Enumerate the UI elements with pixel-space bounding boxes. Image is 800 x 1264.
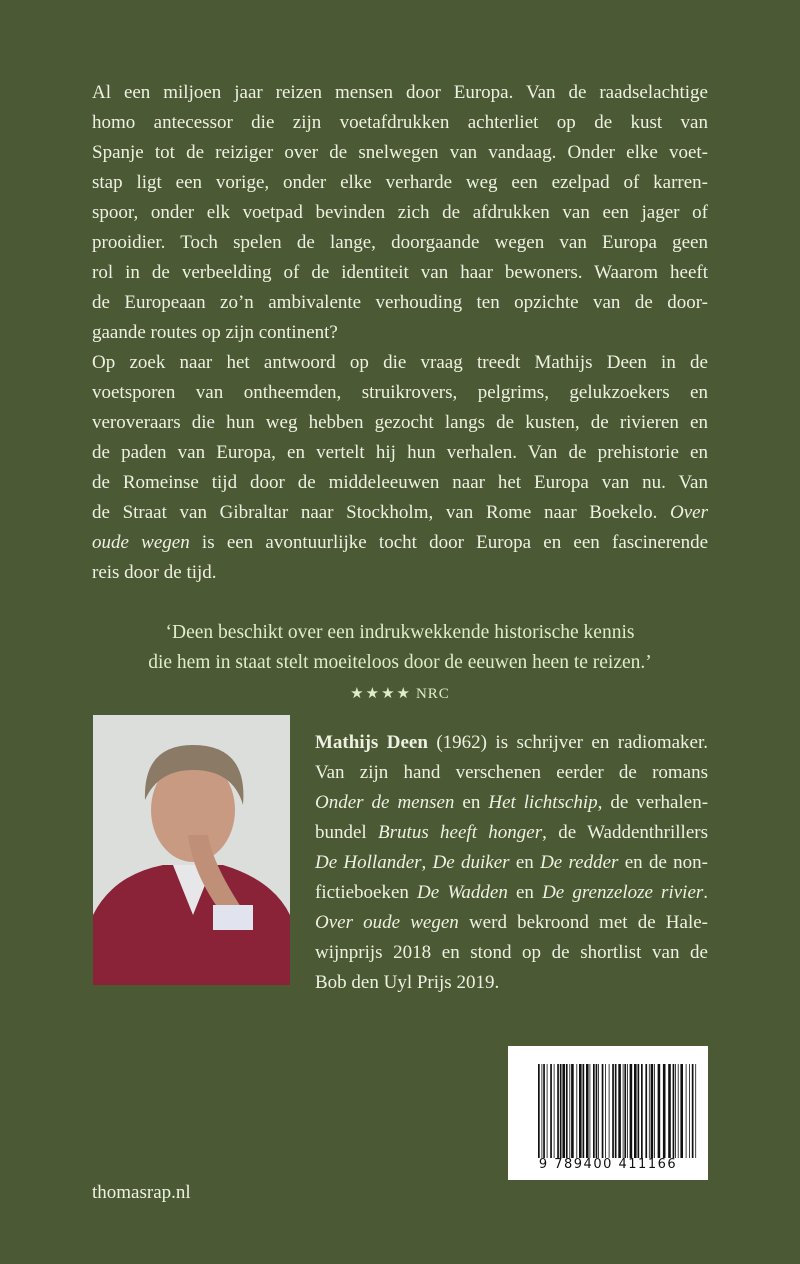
barcode-bar — [654, 1064, 655, 1158]
italic-title: De Hollander — [315, 852, 422, 873]
quote-source: NRC — [415, 686, 450, 702]
text-segment: reis door de tijd. — [92, 562, 217, 583]
text-segment: en — [454, 792, 489, 813]
barcode-bar — [695, 1064, 696, 1158]
isbn-barcode — [508, 1046, 708, 1180]
text-segment: , de Waddenthrillers — [542, 822, 708, 843]
text-line — [92, 378, 708, 408]
barcode-bar — [649, 1064, 650, 1158]
author-name: Mathijs Deen — [315, 732, 428, 753]
barcode-bar — [583, 1064, 585, 1158]
barcode-bar — [673, 1064, 675, 1158]
barcode-bar — [627, 1064, 628, 1158]
barcode-bar — [560, 1064, 562, 1158]
text-segment: prooidier. Toch spelen de lange, doorgaande wegen van Europa geen — [92, 232, 708, 253]
text-segment: Bob den Uyl Prijs 2019. — [315, 972, 500, 993]
barcode-bar — [623, 1064, 624, 1158]
barcode-bar — [554, 1064, 555, 1158]
text-line — [315, 848, 708, 878]
blurb-paragraph-1 — [92, 78, 708, 348]
text-line — [315, 968, 708, 998]
barcode-bar — [615, 1064, 617, 1158]
barcode-bar — [686, 1064, 687, 1158]
text-segment: Op zoek naar het antwoord op die vraag treedt Mathijs Deen in de — [92, 352, 708, 373]
text-line — [315, 878, 708, 908]
barcode-bar — [675, 1064, 676, 1158]
text-line — [92, 438, 708, 468]
blurb-paragraph-2 — [92, 348, 708, 588]
text-segment: is een avontuurlijke tocht door Europa en een fascinerende — [189, 532, 708, 553]
barcode-bar — [598, 1064, 599, 1158]
text-segment: en — [507, 882, 543, 903]
text-segment: bundel — [315, 822, 379, 843]
text-line — [315, 818, 708, 848]
text-segment: Spanje tot de reiziger over de snelwegen van vandaag. Onder elke voet- — [92, 142, 708, 163]
text-segment: , de verhalen- — [597, 792, 709, 813]
barcode-bar — [618, 1064, 621, 1158]
barcode-bar — [645, 1064, 647, 1158]
quote-line: die hem in staat stelt moeiteloos door de eeuwen heen te reizen.’ — [148, 652, 652, 673]
barcode-bar — [542, 1064, 543, 1158]
text-line — [92, 198, 708, 228]
barcode-bar — [692, 1064, 694, 1158]
barcode-bar — [547, 1064, 548, 1158]
italic-title: De duiker — [432, 852, 510, 873]
barcode-bar — [651, 1064, 654, 1158]
text-line — [92, 468, 708, 498]
barcode-bar — [576, 1064, 577, 1158]
text-segment: en — [509, 852, 541, 873]
text-line — [92, 138, 708, 168]
barcode-bar — [624, 1064, 626, 1158]
barcode-bar — [557, 1064, 559, 1158]
italic-title: De Wadden — [417, 882, 508, 903]
text-line — [315, 788, 708, 818]
text-segment: fictieboeken — [315, 882, 418, 903]
barcode-bar — [678, 1064, 679, 1158]
text-segment: Al een miljoen jaar reizen mensen door Europa. Van de raadselachtige — [92, 82, 708, 103]
text-segment: (1962) is schrijver en radiomaker. — [427, 732, 709, 753]
quote-attribution — [92, 678, 708, 709]
barcode-bar — [609, 1064, 610, 1158]
barcode-bar — [680, 1064, 683, 1158]
author-portrait-image — [93, 715, 290, 985]
text-segment: voetsporen van ontheemden, struikrovers, pelgrims, gelukzoekers en — [92, 382, 708, 403]
text-line — [92, 288, 708, 318]
italic-title: oude wegen — [92, 532, 190, 553]
barcode-bar — [658, 1064, 661, 1158]
text-line — [92, 528, 708, 558]
barcode-bar — [569, 1064, 570, 1158]
barcode-bar — [634, 1064, 637, 1158]
barcode-bar — [593, 1064, 595, 1158]
barcode-bars — [538, 1064, 698, 1158]
italic-title: De redder — [540, 852, 619, 873]
barcode-bar — [571, 1064, 574, 1158]
barcode-bar — [641, 1064, 643, 1158]
barcode-bar — [605, 1064, 606, 1158]
review-quote — [92, 618, 708, 709]
text-line — [92, 318, 708, 348]
text-line — [92, 168, 708, 198]
text-line — [92, 228, 708, 258]
text-segment: de paden van Europa, en vertelt hij hun verhalen. Van de prehistorie en — [92, 442, 708, 463]
author-photo — [93, 715, 290, 985]
barcode-bar — [590, 1064, 591, 1158]
text-line — [92, 558, 708, 588]
text-segment: de Straat van Gibraltar naar Stockholm, van Rome naar Boekelo. — [92, 502, 671, 523]
italic-title: Brutus heeft honger — [378, 822, 543, 843]
isbn-number: 9 789400 411166 — [538, 1157, 678, 1172]
barcode-bar — [668, 1064, 671, 1158]
publisher-website[interactable]: thomasrap.nl — [92, 1182, 191, 1203]
text-line — [92, 348, 708, 378]
quote-line: ‘Deen beschikt over een indrukwekkende historische kennis — [165, 622, 635, 643]
author-bio — [315, 728, 708, 998]
barcode-bar — [638, 1064, 640, 1158]
text-segment: wijnprijs 2018 en stond op de shortlist van de — [315, 942, 708, 963]
text-segment: rol in de verbeelding of de identiteit van haar bewoners. Waarom heeft — [92, 262, 708, 283]
text-line — [315, 758, 708, 788]
italic-title: Het lichtschip — [488, 792, 598, 813]
barcode-bar — [630, 1064, 633, 1158]
text-segment: de Romeinse tijd door de middeleeuwen naar het Europa van nu. Van — [92, 472, 708, 493]
barcode-bar — [579, 1064, 582, 1158]
barcode-bar — [612, 1064, 614, 1158]
text-segment: gaande routes op zijn continent? — [92, 322, 338, 343]
text-segment: spoor, onder elk voetpad bevinden zich de afdrukken van een jager of — [92, 202, 708, 223]
barcode-bar — [602, 1064, 604, 1158]
barcode-bar — [689, 1064, 690, 1158]
text-line — [315, 938, 708, 968]
barcode-bar — [562, 1064, 565, 1158]
barcode-bar — [663, 1064, 666, 1158]
barcode-bar — [543, 1064, 545, 1158]
text-segment: . — [703, 882, 709, 903]
text-segment: werd bekroond met de Hale- — [458, 912, 708, 933]
text-segment: stap ligt een vorige, onder elke verharde weg een ezelpad of karren- — [92, 172, 708, 193]
italic-title: Onder de mensen — [315, 792, 455, 813]
italic-title: Over — [670, 502, 708, 523]
text-segment: , — [421, 852, 433, 873]
text-segment: veroveraars die hun weg hebben gezocht langs de kusten, de rivieren en — [92, 412, 708, 433]
text-segment: de Europeaan zo’n ambivalente verhouding ten opzichte van de door- — [92, 292, 708, 313]
text-line — [92, 108, 708, 138]
text-segment: Van zijn hand verschenen eerder de romans — [315, 762, 708, 783]
text-line — [92, 258, 708, 288]
text-segment: homo antecessor die zijn voetafdrukken achterliet op de kust van — [92, 112, 708, 133]
text-line — [92, 408, 708, 438]
barcode-bar — [550, 1064, 552, 1158]
barcode-bar — [586, 1064, 589, 1158]
barcode-bar — [566, 1064, 568, 1158]
italic-title: Over oude wegen — [315, 912, 459, 933]
barcode-bar — [596, 1064, 598, 1158]
text-line — [315, 728, 708, 758]
italic-title: De grenzeloze rivier — [542, 882, 704, 903]
barcode-bar — [538, 1064, 540, 1158]
text-line — [315, 908, 708, 938]
text-segment: en de non- — [618, 852, 708, 873]
star-rating-icon: ★★★★ — [350, 686, 412, 702]
text-line — [92, 78, 708, 108]
text-line — [92, 498, 708, 528]
